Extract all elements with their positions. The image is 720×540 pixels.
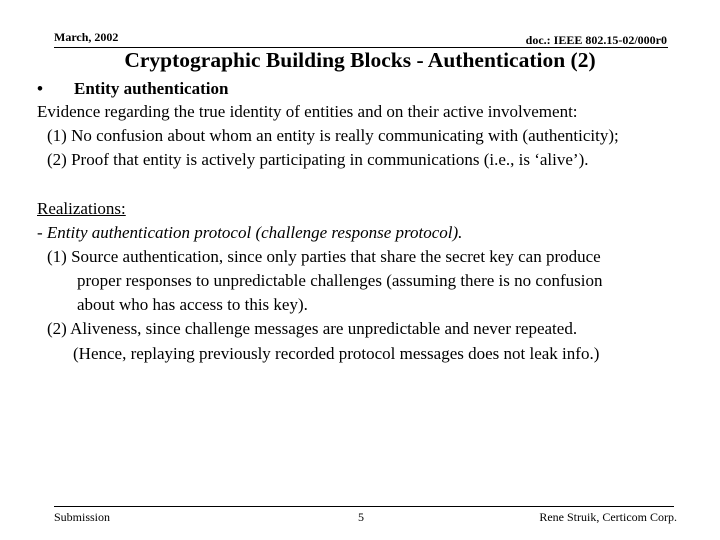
- slide-title: Cryptographic Building Blocks - Authentication (2): [124, 48, 596, 72]
- footer-divider: [54, 506, 674, 507]
- header-doc-id: doc.: IEEE 802.15-02/000r0: [525, 33, 667, 47]
- bullet-icon: •: [37, 79, 43, 98]
- aliveness-line-1: (2) Aliveness, since challenge messages are unpredictable and never repeated.: [47, 319, 578, 338]
- protocol-line: - Entity authentication protocol (challenge response protocol).: [37, 223, 463, 242]
- aliveness-line-2: (Hence, replaying previously recorded protocol messages does not leak info.): [73, 344, 600, 363]
- header-date: March, 2002: [54, 30, 119, 44]
- source-auth-line-1: (1) Source authentication, since only parties that share the secret key can produce: [47, 247, 601, 266]
- source-auth-line-2: proper responses to unpredictable challenges (assuming there is no confusion: [77, 271, 603, 290]
- intro-text: Evidence regarding the true identity of entities and on their active involvement:: [37, 102, 578, 121]
- footer-submission: Submission: [54, 510, 111, 524]
- point-alive: (2) Proof that entity is actively participating in communications (i.e., is ‘alive’).: [47, 150, 589, 169]
- point-authenticity: (1) No confusion about whom an entity is really communicating with (authenticity);: [47, 126, 619, 145]
- realizations-label: Realizations:: [37, 199, 126, 218]
- source-auth-line-3: about who has access to this key).: [77, 295, 308, 314]
- footer-page-number: 5: [358, 510, 364, 524]
- footer-author: Rene Struik, Certicom Corp.: [539, 510, 677, 524]
- bullet-heading: Entity authentication: [74, 79, 229, 98]
